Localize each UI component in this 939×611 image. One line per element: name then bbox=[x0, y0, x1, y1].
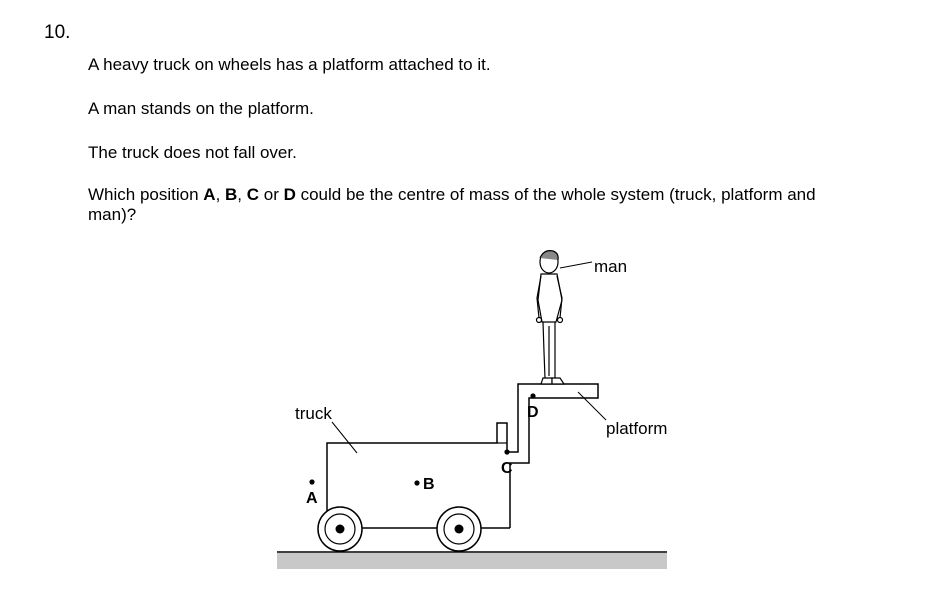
rear-wheel bbox=[437, 507, 481, 551]
option-c-bold: C bbox=[246, 185, 260, 204]
point-a-label: A bbox=[306, 490, 318, 507]
front-wheel bbox=[318, 507, 362, 551]
option-d-bold: D bbox=[283, 185, 296, 204]
label-platform: platform bbox=[606, 419, 668, 438]
point-c-dot bbox=[504, 449, 509, 454]
point-d-dot bbox=[530, 393, 535, 398]
option-a-bold: A bbox=[203, 185, 216, 204]
separator: or bbox=[259, 185, 284, 204]
point-a-dot bbox=[309, 479, 314, 484]
question-number: 10. bbox=[44, 22, 71, 43]
question-suffix: could be the centre of mass of the whole system (truck, platform and bbox=[295, 185, 816, 204]
man-figure bbox=[537, 251, 565, 384]
point-b-label: B bbox=[423, 476, 435, 493]
question-line-2: A man stands on the platform. bbox=[88, 99, 314, 118]
label-truck: truck bbox=[295, 404, 332, 423]
question-line-5: man)? bbox=[88, 205, 137, 224]
man-leader-line bbox=[560, 262, 592, 268]
truck-body bbox=[327, 384, 598, 528]
question-line-1: A heavy truck on wheels has a platform attached to it. bbox=[88, 55, 491, 74]
platform-leader-line bbox=[578, 392, 606, 420]
label-man: man bbox=[594, 257, 628, 276]
question-prefix: Which position bbox=[88, 185, 204, 204]
point-d-label: D bbox=[527, 404, 539, 421]
separator: , bbox=[237, 185, 247, 204]
truck-leader-line bbox=[332, 422, 357, 453]
point-b-dot bbox=[414, 480, 419, 485]
point-c-label: C bbox=[501, 460, 513, 477]
question-line-3: The truck does not fall over. bbox=[88, 143, 297, 162]
option-b-bold: B bbox=[225, 185, 238, 204]
separator: , bbox=[215, 185, 226, 204]
ground bbox=[277, 553, 667, 569]
